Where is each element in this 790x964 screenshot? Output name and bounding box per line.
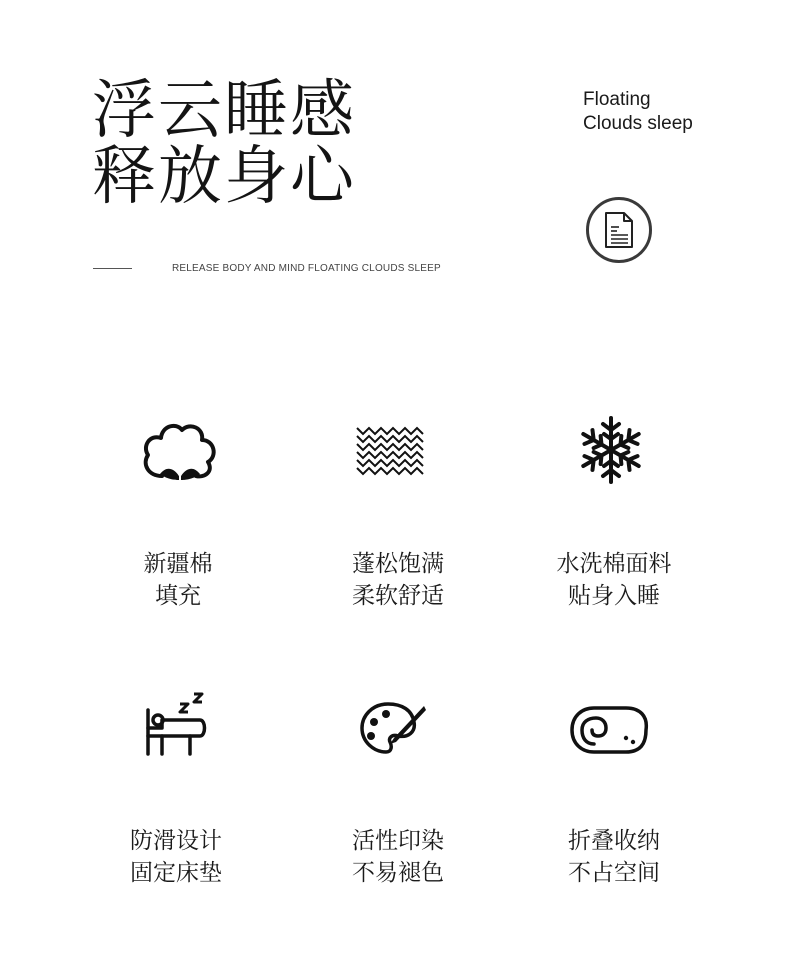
document-icon — [602, 211, 636, 249]
page-title — [92, 74, 356, 214]
english-subtitle-line-2: Clouds sleep — [583, 113, 693, 134]
english-subtitle — [583, 88, 693, 136]
feature-label-foldable: 折叠收纳 不占空间 — [568, 828, 660, 886]
english-subtitle-line-1: Floating — [583, 89, 651, 110]
feature-label-anti-slip: 防滑设计 固定床垫 — [130, 828, 222, 886]
feature-label-washed-cotton: 水洗棉面料 贴身入睡 — [556, 551, 672, 609]
palette-icon — [358, 700, 428, 756]
divider-line — [93, 268, 132, 269]
snowflake-icon — [578, 414, 644, 486]
feature-label-reactive-dye: 活性印染 不易褪色 — [352, 828, 444, 886]
title-line-2: 释放身心 — [92, 140, 356, 214]
cotton-icon — [140, 418, 220, 488]
feature-label-cotton: 新疆棉 填充 — [143, 551, 213, 609]
english-tagline: RELEASE BODY AND MIND FLOATING CLOUDS SLEEP — [172, 263, 441, 274]
rolled-mattress-icon — [570, 704, 650, 758]
document-badge — [586, 197, 652, 263]
fiber-weave-icon — [355, 422, 427, 482]
title-line-1: 浮云睡感 — [92, 74, 356, 148]
feature-label-fluffy: 蓬松饱满 柔软舒适 — [352, 551, 444, 609]
sleeping-bed-icon — [142, 692, 212, 758]
